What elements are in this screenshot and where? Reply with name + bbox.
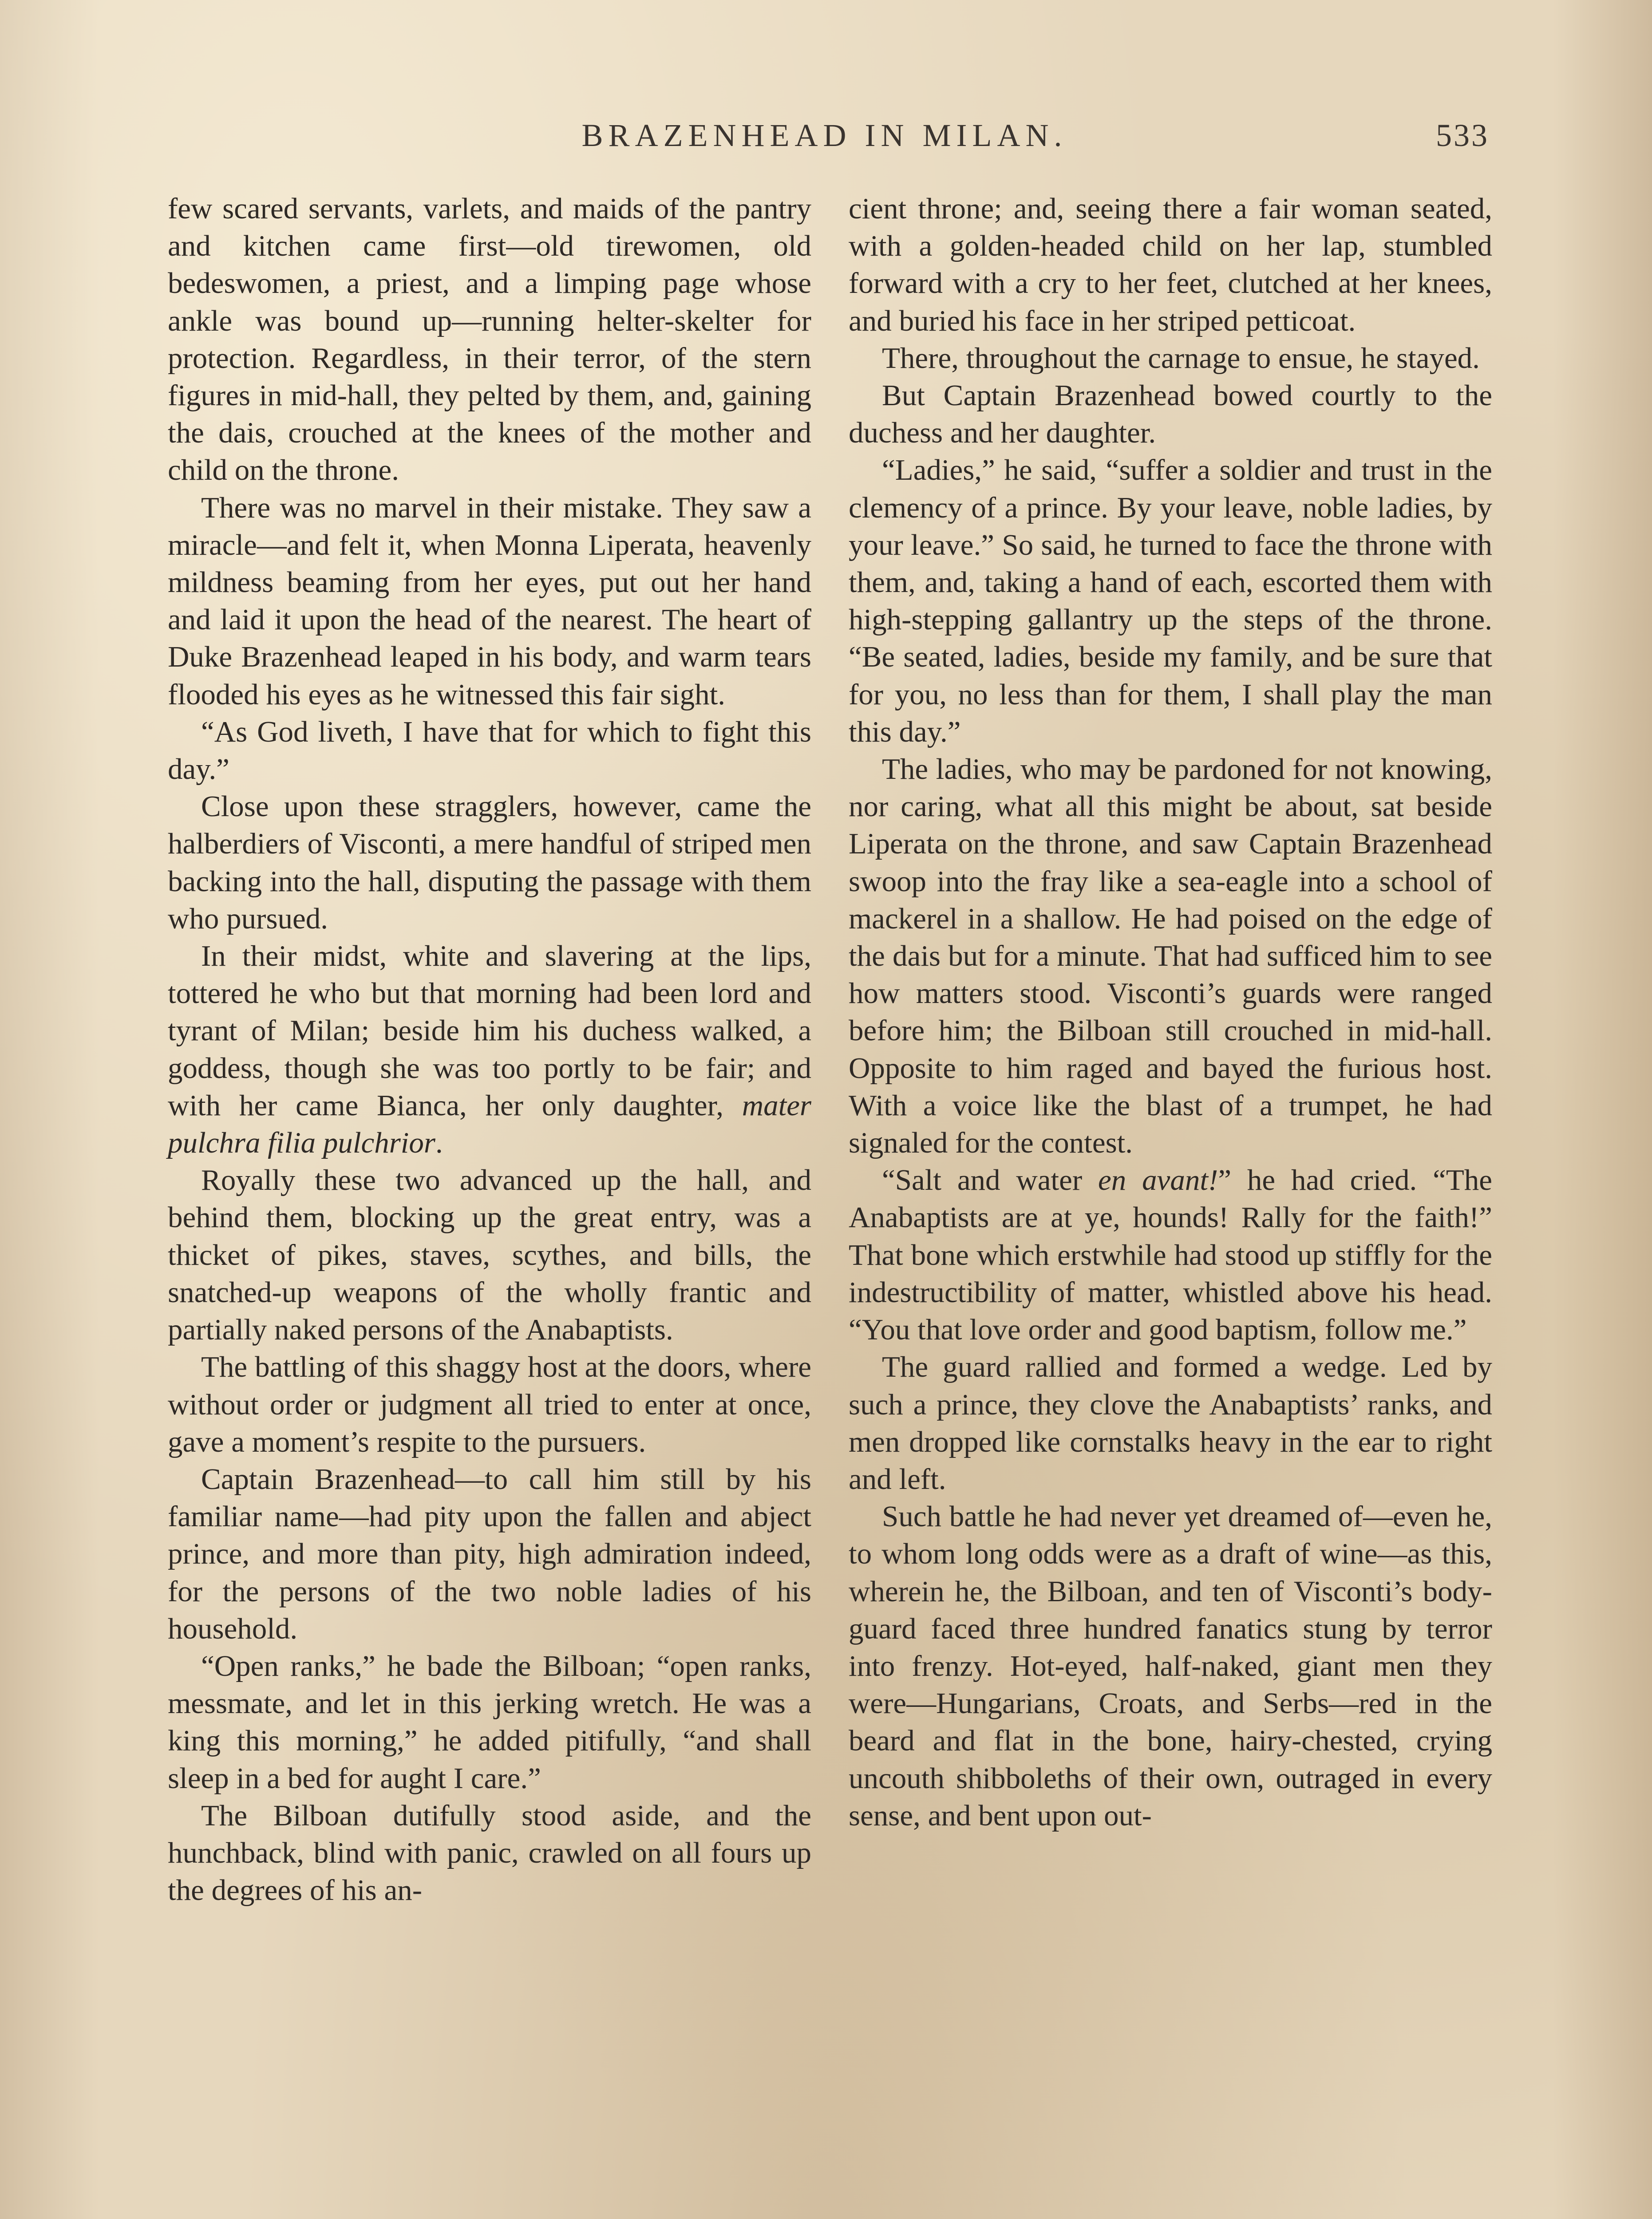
paragraph (849, 340, 1492, 377)
paragraph-text: Close upon these stragglers, however, came the halberdiers of Visconti, a mere handful of striped men backing into the hall, disputing the passage with them who pursued. (168, 790, 811, 935)
paragraph (849, 1498, 1492, 1834)
paragraph (168, 489, 811, 713)
right-text-column (849, 190, 1492, 1834)
paragraph (168, 1797, 811, 1909)
paragraph (849, 451, 1492, 750)
paragraph-text: ” he had cried. “The Anabaptists are at ye, hounds! Rally for the faith!” That bone which erstwhile had stood up stiffly for the indestructibility of matter, whistled above his head. “You that love order and good baptism, follow me.” (849, 1164, 1492, 1346)
paragraph-text: The battling of this shaggy host at the doors, where without order or judgment all tried to enter at once, gave a moment’s respite to the pursuers. (168, 1350, 811, 1458)
paragraph-text: Such battle he had never yet dreamed of—even he, to whom long odds were as a draft of wine—as this, wherein he, the Bilboan, and ten of Visconti’s body-guard faced three hundred fanatics stung by terror into frenzy. Hot-eyed, half-naked, giant men they were—Hungarians, Croats, and Serbs—red in the beard and flat in the bone, hairy-chested, crying uncouth shibboleths of their own, outraged in every sense, and bent upon out- (849, 1500, 1492, 1832)
paragraph-text: “Salt and water (882, 1164, 1099, 1197)
paragraph (168, 1461, 811, 1647)
page-number: 533 (1436, 118, 1489, 153)
paragraph (849, 377, 1492, 451)
running-head (160, 111, 1489, 160)
paragraph (849, 1161, 1492, 1348)
paragraph-text: There was no marvel in their mistake. They saw a miracle—and felt it, when Monna Liperata, heavenly mildness beaming from her eyes, put out her hand and laid it upon the head of the nearest. The heart of Duke Brazenhead leaped in his body, and warm tears flooded his eyes as he witnessed this fair sight. (168, 491, 811, 711)
paragraph (849, 1348, 1492, 1498)
paragraph (168, 1348, 811, 1461)
paragraph-text: “As God liveth, I have that for which to fight this day.” (168, 715, 811, 786)
paragraph-text: The guard rallied and formed a wedge. Led by such a prince, they clove the Anabaptists’ ranks, and men dropped like cornstalks heavy in the ear to right and left. (849, 1350, 1492, 1496)
paragraph-text: The ladies, who may be pardoned for not knowing, nor caring, what all this might be about, sat beside Liperata on the throne, and saw Captain Brazenhead swoop into the fray like a sea-eagle into a school of mackerel in a shallow. He had poised on the edge of the dais but for a minute. That had sufficed him to see how matters stood. Visconti’s guards were ranged before him; the Bilboan still crouched in mid-hall. Opposite to him raged and bayed the furious host. With a voice like the blast of a trumpet, he had signaled for the contest. (849, 753, 1492, 1160)
italic-text: en avant! (1098, 1164, 1218, 1197)
paragraph (168, 937, 811, 1161)
paragraph (168, 1647, 811, 1797)
paragraph (849, 750, 1492, 1161)
paragraph (168, 1161, 811, 1348)
paragraph-text: Royally these two advanced up the hall, and behind them, blocking up the great entry, was a thicket of pikes, staves, scythes, and bills, the snatched-up weapons of the wholly frantic and partially naked persons of the Anabaptists. (168, 1164, 811, 1346)
paragraph-text: There, throughout the carnage to ensue, he stayed. (882, 341, 1480, 375)
paragraph-text: In their midst, white and slavering at the lips, tottered he who but that morning had been lord and tyrant of Milan; beside him his duchess walked, a goddess, though she was too portly to be fair; and with her came Bianca, her only daughter, (168, 940, 811, 1122)
italic-text: mater pulchra filia pulchrior (168, 1089, 811, 1160)
paragraph-text: . (435, 1126, 443, 1160)
paragraph-text: few scared servants, varlets, and maids of the pantry and kitchen came first—old tirewomen, old bedeswomen, a priest, and a limping page whose ankle was bound up—running helter-skelter for protection. Regardless, in their terror, of the stern figures in mid-hall, they pelted by them, and, gaining the dais, crouched at the knees of the mother and child on the throne. (168, 192, 811, 487)
paragraph-text: cient throne; and, seeing there a fair woman seated, with a golden-headed child on her lap, stumbled forward with a cry to her feet, clutched at her knees, and buried his face in her striped petticoat. (849, 192, 1492, 337)
paragraph (168, 713, 811, 788)
paragraph-text: “Open ranks,” he bade the Bilboan; “open ranks, messmate, and let in this jerking wretch. He was a king this morning,” he added pitifully, “and shall sleep in a bed for aught I care.” (168, 1649, 811, 1795)
paragraph (168, 788, 811, 937)
paragraph-text: “Ladies,” he said, “suffer a soldier and trust in the clemency of a prince. By your leave, noble ladies, by your leave.” So said, he turned to face the throne with them, and, taking a hand of each, escorted them with high-stepping gallantry up the steps of the throne. “Be seated, ladies, beside my family, and be sure that for you, no less than for them, I shall play the man this day.” (849, 454, 1492, 748)
paragraph (168, 190, 811, 489)
paragraph-text: But Captain Brazenhead bowed courtly to the duchess and her daughter. (849, 379, 1492, 450)
paragraph-text: Captain Brazenhead—to call him still by his familiar name—had pity upon the fallen and abject prince, and more than pity, high admiration indeed, for the persons of the two noble ladies of his household. (168, 1462, 811, 1645)
left-text-column (168, 190, 811, 1909)
running-title: BRAZENHEAD IN MILAN. (581, 118, 1067, 153)
paragraph (849, 190, 1492, 340)
paragraph-text: The Bilboan dutifully stood aside, and the hunchback, blind with panic, crawled on all fours up the degrees of his an- (168, 1799, 811, 1907)
